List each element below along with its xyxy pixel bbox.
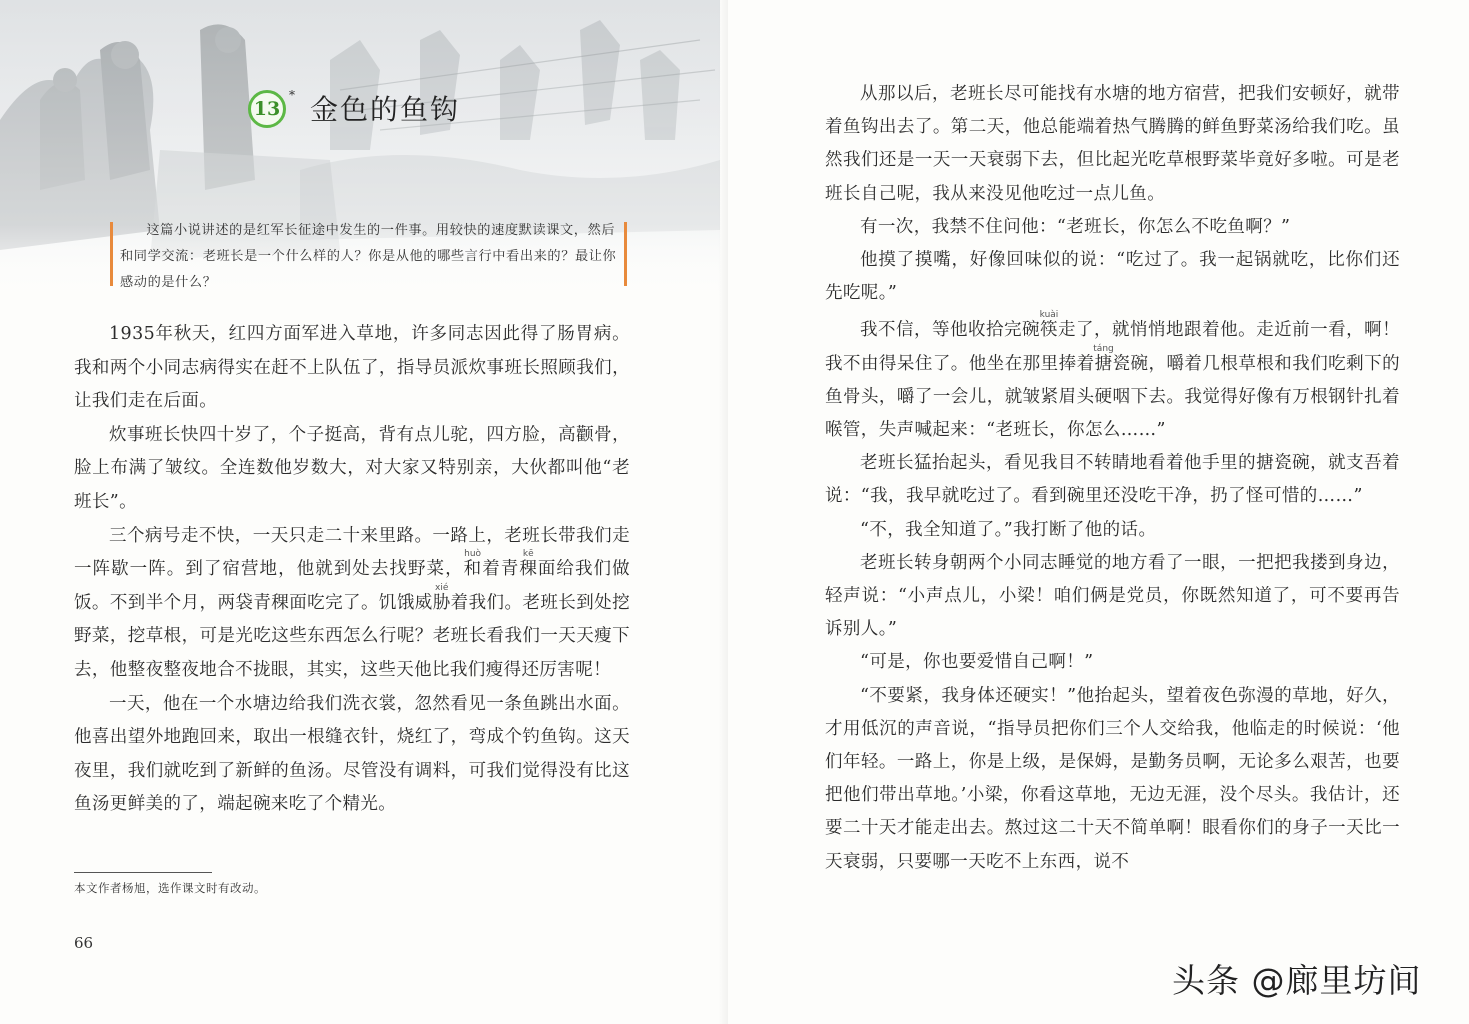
pinyin-annotation [1039, 310, 1059, 341]
right-body-text [825, 78, 1400, 879]
pinyin-annotation [432, 582, 451, 613]
paragraph: 一天，他在一个水塘边给我们洗衣裳，忽然看见一条鱼跳出水面。他喜出望外地跑回来，取出一根缝衣针，烧红了，弯成个钓鱼钩。这天夜里，我们就吃到了新鲜的鱼汤。尽管没有调料，可我们觉得没有比这鱼汤更鲜美的了，端起碗来吃了个精光。 [74, 693, 630, 815]
right-page [728, 0, 1469, 1024]
lesson-title: 金色的鱼钩 [310, 93, 461, 126]
pinyin: kē [519, 549, 538, 560]
pinyin: xié [432, 582, 451, 593]
ruby-base: 稞 [519, 559, 538, 580]
paragraph: 1935年秋天，红四方面军进入草地，许多同志因此得了肠胃病。我和两个小同志病得实在赶不上队伍了，指导员派炊事班长照顾我们，让我们走在后面。 [74, 324, 630, 412]
text-run: 走了，就悄悄地跟着他。走近前一看，啊！我不由得呆住了。他坐在那里捧着 [825, 320, 1400, 374]
pinyin-annotation [1093, 343, 1114, 374]
left-body-text [74, 318, 630, 822]
paragraph [825, 310, 1400, 447]
reading-preview [120, 218, 620, 296]
pinyin: huò [463, 549, 482, 560]
paragraph: 从那以后，老班长尽可能找有水塘的地方宿营，把我们安顿好，就带着鱼钩出去了。第二天，他总能端着热气腾腾的鲜鱼野菜汤给我们吃。虽然我们还是一天一天衰弱下去，但比起光吃草根野菜毕竟好多啦。可是老班长自己呢，我从来没见他吃过一点儿鱼。 [825, 84, 1400, 204]
ruby-base: 筷 [1039, 320, 1059, 341]
paragraph: 老班长转身朝两个小同志睡觉的地方看了一眼，一把把我搂到身边，轻声说：“小声点儿，小梁！咱们俩是党员，你既然知道了，可不要再告诉别人。” [825, 552, 1400, 640]
page-number: 66 [74, 934, 94, 952]
ruby-base: 胁 [432, 592, 451, 613]
pinyin: kuài [1039, 310, 1059, 321]
paragraph: 有一次，我禁不住问他：“老班长，你怎么不吃鱼啊？” [860, 216, 1291, 237]
preview-right-bar [624, 222, 627, 286]
lesson-number: 13 [253, 98, 281, 120]
left-page [0, 0, 728, 1024]
paragraph: 老班长猛抬起头，看见我目不转睛地看着他手里的搪瓷碗，就支吾着说：“我，我早就吃过了。看到碗里还没吃干净，扔了怪可惜的……” [825, 453, 1400, 507]
ruby-base: 和 [463, 559, 483, 580]
reading-preview-text: 这篇小说讲述的是红军长征途中发生的一件事。用较快的速度默读课文，然后和同学交流：老班长是一个什么样的人？你是从他的哪些言行中看出来的？最让你感动的是什么？ [120, 223, 617, 290]
ruby-base: 搪 [1093, 353, 1114, 374]
lesson-number-badge [248, 90, 286, 128]
paragraph [74, 520, 630, 688]
text-run: 着青 [482, 559, 520, 580]
paragraph: 他摸了摸嘴，好像回味似的说：“吃过了。我一起锅就吃，比你们还先吃呢。” [825, 250, 1400, 304]
pinyin: táng [1093, 343, 1114, 354]
pinyin-annotation [463, 549, 483, 580]
text-run: 着我们。老班长到处挖野菜，挖草根，可是光吃这些东西怎么行呢？老班长看我们一天天瘦下去，他整夜整夜地合不拢眼，其实，这些天他比我们瘦得还厉害呢！ [74, 592, 630, 680]
paragraph: “可是，你也要爱惜自己啊！” [860, 652, 1094, 673]
pinyin-annotation [519, 549, 538, 580]
text-run: 瓷碗，嚼着几根草根和我们吃剩下的鱼骨头，嚼了一会儿，就皱紧眉头硬咽下去。我觉得好像有万根钢针扎着喉管，失声喊起来：“老班长，你怎么……” [825, 353, 1400, 441]
paragraph: “不要紧，我身体还硬实！”他抬起头，望着夜色弥漫的草地，好久，才用低沉的声音说，“指导员把你们三个人交给我，他临走的时候说：‘他们年轻。一路上，你是上级，是保姆，是勤务员啊，无论多么艰苦，也要把他们带出草地。’小梁，你看这草地，无边无涯，没个尽头。我估计，还要二十天才能走出去。熬过这二十天不简单啊！眼看你们的身子一天比一天衰弱，只要哪一天吃不上东西，说不 [825, 685, 1400, 872]
text-run: 面给我们做饭。不到半个月，两袋青稞面吃完了。饥饿威 [74, 559, 630, 613]
watermark: 头条 @廊里坊间 [1172, 961, 1422, 1000]
text-run: 我不信，等他收拾完碗 [860, 320, 1041, 341]
optional-lesson-mark: * [289, 88, 295, 102]
text-run: 三个病号走不快，一天只走二十来里路。一路上，老班长带我们走一阵歇一阵。到了宿营地，他就到处去找野菜， [74, 525, 630, 580]
preview-left-bar [110, 222, 113, 286]
footnote: 本文作者杨旭，选作课文时有改动。 [74, 881, 266, 895]
hero-illustration [0, 0, 720, 300]
footnote-rule [74, 872, 212, 873]
paragraph: “不，我全知道了。”我打断了他的话。 [860, 519, 1157, 540]
paragraph: 炊事班长快四十岁了，个子挺高，背有点儿驼，四方脸，高颧骨，脸上布满了皱纹。全连数他岁数大，对大家又特别亲，大伙都叫他“老班长”。 [74, 424, 630, 512]
